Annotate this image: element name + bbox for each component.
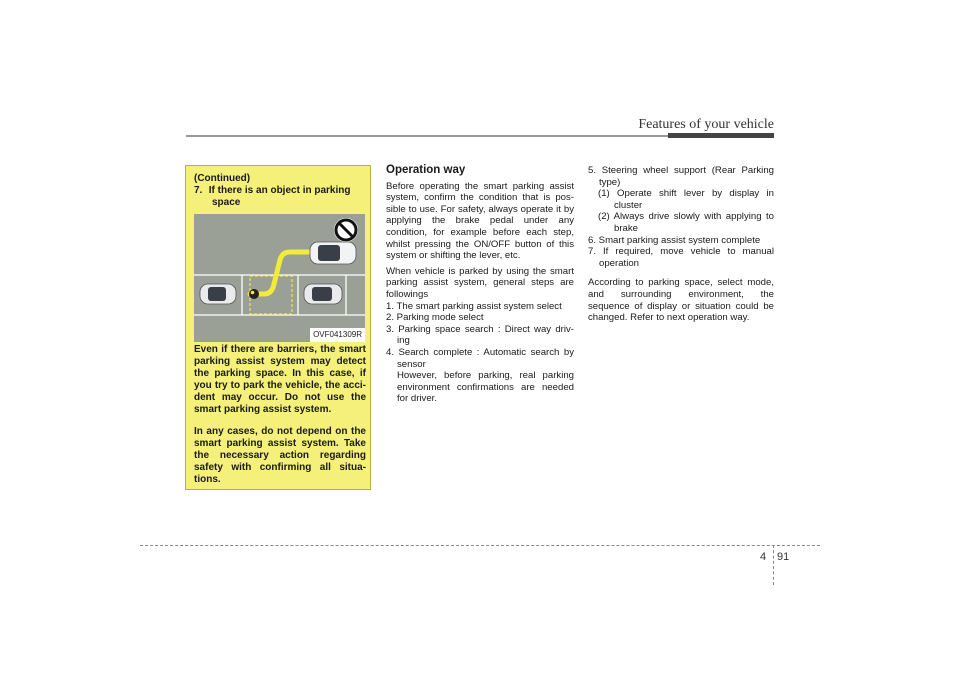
- step-2: 2. Parking mode select: [386, 312, 484, 324]
- right-car-icon: [304, 284, 342, 304]
- step-6: 6. Smart parking assist system complete: [588, 234, 761, 246]
- path-arrow: [250, 252, 310, 294]
- step-5: 5. Steering wheel support (Rear Parking type): [588, 165, 774, 188]
- footer-rule: [140, 545, 820, 546]
- step-5-sub-2: (2) Always drive slowly with applying to brake: [598, 211, 774, 234]
- page-number: 91: [777, 551, 790, 563]
- warning-paragraph-2: In any cases, do not depend on the smart parking assist system. Take the necessary action regarding safety with confirming all situa- tions.: [194, 426, 366, 485]
- warning-box: [185, 165, 371, 490]
- step-4-note: However, before parking, real parking environment confirmations are needed for driver.: [397, 370, 574, 405]
- warning-item-number: 7.: [194, 185, 203, 196]
- ego-car-icon: [310, 242, 356, 264]
- intro-paragraph-2: When vehicle is parked by using the smart parking assist system, general steps are followings: [386, 265, 574, 300]
- warning-item-text-1: If there is an object in parking: [208, 185, 351, 196]
- warning-paragraph-1: Even if there are barriers, the smart parking assist system may detect the parking space. In this case, if you try to park the vehicle, the acci- dent may occur. Do not use the smart parking assist system.: [194, 344, 366, 415]
- illustration-code: OVF041309R: [310, 328, 365, 342]
- closing-paragraph: According to parking space, select mode, and surrounding environment, the sequence of display or situation could be changed. Refer to next operation way.: [588, 277, 774, 324]
- step-3: 3. Parking space search : Direct way driv- ing: [386, 323, 574, 347]
- page-chapter: 4: [760, 551, 767, 563]
- object-ball-icon: [249, 289, 259, 299]
- footer-vertical-rule: [773, 545, 774, 585]
- warning-continued: (Continued): [194, 173, 251, 184]
- left-car-icon: [200, 284, 236, 304]
- step-7: 7. If required, move vehicle to manual operation: [588, 246, 774, 269]
- parking-scene: [194, 214, 365, 342]
- operation-column: [386, 165, 574, 405]
- intro-paragraph: Before operating the smart parking assist system, confirm the condition that is pos- sible to use. For safety, always operate it by applying the brake pedal under any condition, for example before each step, whilst pressing the ON/OFF button of this system or shifting the lever, etc.: [386, 180, 574, 262]
- step-1: 1. The smart parking assist system select: [386, 300, 562, 312]
- steps-column: [588, 165, 774, 328]
- header-title: Features of your vehicle: [638, 117, 774, 132]
- section-title: Operation way: [386, 164, 466, 176]
- warning-item: [194, 185, 366, 209]
- prohibited-icon: [334, 218, 358, 242]
- warning-item-text-2: space: [212, 197, 241, 208]
- step-5-sub-1: (1) Operate shift lever by display in cluster: [598, 188, 774, 211]
- header-rule-accent: [668, 133, 774, 138]
- parking-illustration: [194, 214, 365, 342]
- step-4: 4. Search complete : Automatic search by sensor: [386, 346, 574, 370]
